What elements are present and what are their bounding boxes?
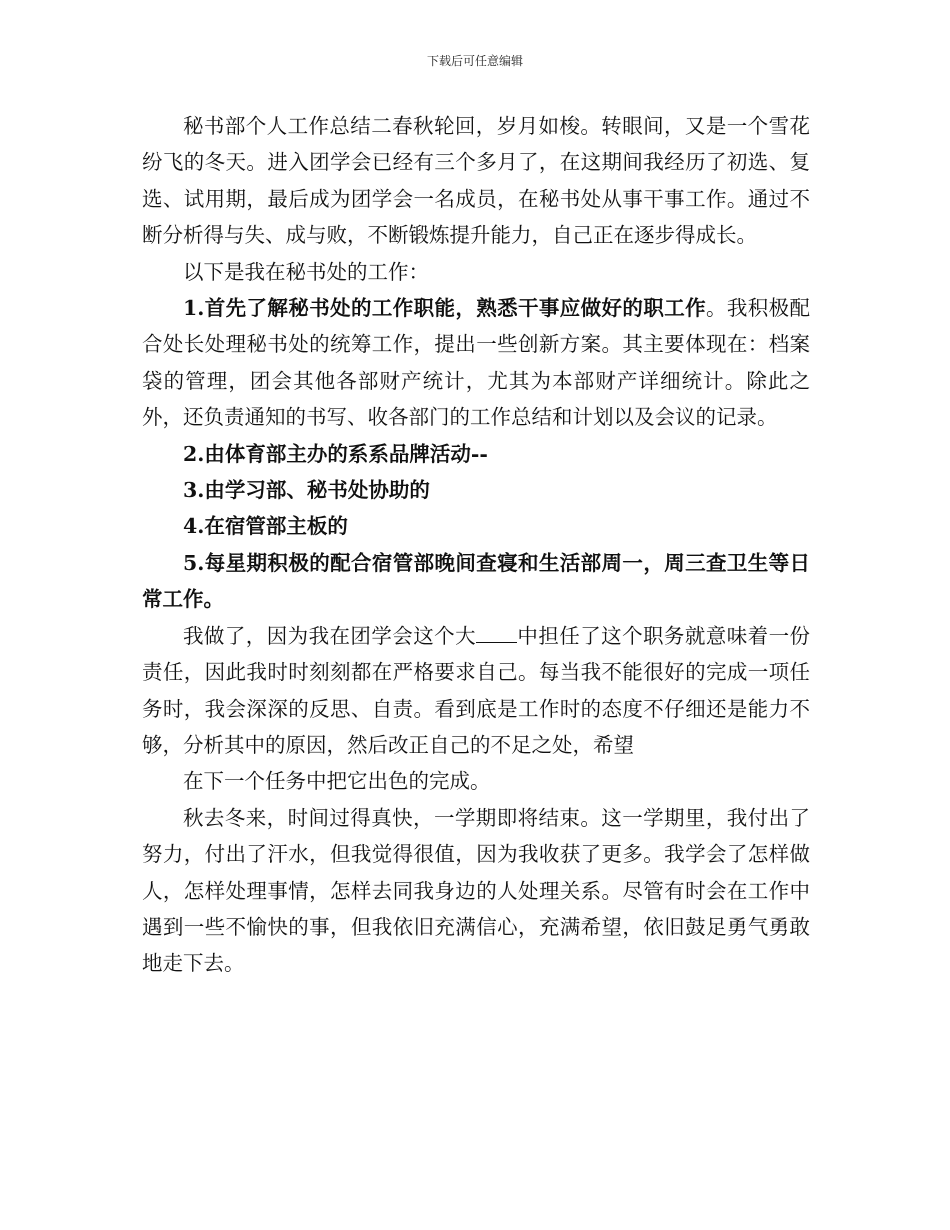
paragraph-item-4: 4.在宿管部主板的 <box>183 514 348 539</box>
paragraph-conclusion: 秋去冬来，时间过得真快，一学期即将结束。这一学期里，我付出了努力，付出了汗水，但我觉得很值，因为我收获了更多。我学会了怎样做人，怎样处理事情，怎样去同我身边的人处理关系。尽管有时会在工作中遇到一些不愉快的事，但我依旧充满信心，充满希望，依旧鼓足勇气勇敢地走下去。 <box>142 805 810 976</box>
responsibility-text-end: 中担任了这个职务就意味着一份责任，因此我时时刻刻都在严格要求自己。每当我不能很好的完成一项任务时，我会深深的反思、自责。看到底是工作时的态度不仔细还是能力不够，分析其中的原因，然后改正自己的不足之处，希望 <box>142 623 810 757</box>
item-1-heading: 1.首先了解秘书处的工作职能，熟悉干事应做好的职工作 <box>183 296 706 321</box>
paragraph-work-intro: 以下是我在秘书处的工作： <box>183 259 429 284</box>
paragraph-item-2: 2.由体育部主办的系系品牌活动-- <box>183 441 488 466</box>
paragraph-responsibility <box>142 618 810 764</box>
paragraph-item-1 <box>142 290 810 436</box>
paragraph-hope: 在下一个任务中把它出色的完成。 <box>183 769 491 794</box>
blank-underline <box>476 623 517 642</box>
paragraph-intro: 秘书部个人工作总结二春秋轮回，岁月如梭。转眼间，又是一个雪花纷飞的冬天。进入团学会已经有三个多月了，在这期间我经历了初选、复选、试用期，最后成为团学会一名成员，在秘书处从事干事工作。通过不断分析得与失、成与败，不断锻炼提升能力，自己正在逐步得成长。 <box>142 114 810 248</box>
responsibility-text-start: 我做了，因为我在团学会这个大 <box>183 623 476 648</box>
document-body <box>142 108 810 982</box>
paragraph-item-3: 3.由学习部、秘书处协助的 <box>183 478 430 503</box>
page-header: 下载后可任意编辑 <box>426 54 523 68</box>
paragraph-item-5: 5.每星期积极的配合宿管部晚间查寝和生活部周一，周三查卫生等日常工作。 <box>142 550 810 612</box>
item-1-detail: 。我积极配合处长处理秘书处的统筹工作，提出一些创新方案。其主要体现在：档案袋的管理，团会其他各部财产统计，尤其为本部财产详细统计。除此之外，还负责通知的书写、收各部门的工作总结和计划以及会议的记录。 <box>142 296 810 430</box>
